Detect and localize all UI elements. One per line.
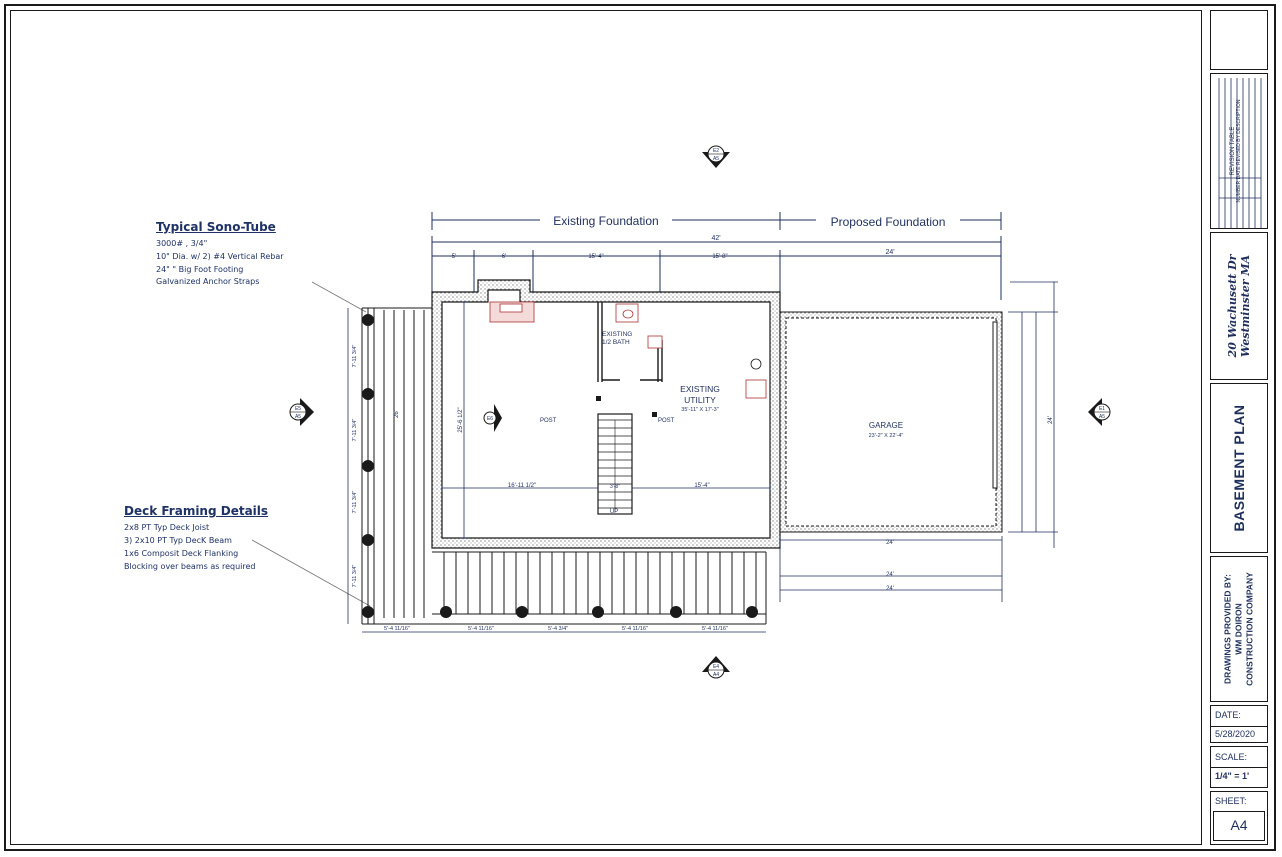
scale-label: SCALE: <box>1215 752 1248 762</box>
dim-stair: 3'-8" <box>610 484 620 490</box>
scale-value: 1/4" = 1' <box>1215 771 1250 781</box>
deck-line-2: 3) 2x10 PT Typ DecK Beam <box>124 536 232 545</box>
overall-dim: 42' <box>711 235 721 242</box>
sono-tube-1 <box>362 314 374 326</box>
drawings-by-box <box>1210 556 1268 702</box>
sheet-title-box <box>1210 383 1268 553</box>
sono-tube-10 <box>746 606 758 618</box>
post-marker-1 <box>596 396 601 401</box>
address-line-1: 20 Wachusett Dr <box>1226 254 1239 358</box>
deck-dim-3: 5'-4 3/4" <box>548 626 569 632</box>
address-box <box>1210 232 1268 380</box>
bath-label-1: EXISTING <box>602 331 633 338</box>
elevation-marker-left <box>290 398 314 426</box>
sono-line-1: 3000# , 3/4" <box>156 239 208 248</box>
sono-tube-8 <box>592 606 604 618</box>
sono-tube-7 <box>516 606 528 618</box>
scale-box <box>1210 746 1268 788</box>
sono-leader <box>312 282 366 312</box>
address-line-2: Westminster MA <box>1239 254 1252 358</box>
seg-dim-1: 5' <box>451 254 457 260</box>
stair-up-label: UP <box>609 509 619 515</box>
utility-label-2: UTILITY <box>684 395 716 405</box>
section-tag: E6 <box>486 416 494 422</box>
stairway <box>598 414 632 514</box>
garage-top-dim: 24' <box>885 249 895 256</box>
drawings-line-1: DRAWINGS PROVIDED BY: <box>1222 574 1233 684</box>
deck-line-1: 2x8 PT Typ Deck Joist <box>124 523 210 532</box>
drawings-provided <box>1223 572 1256 686</box>
sono-line-4: Galvanized Anchor Straps <box>156 277 260 286</box>
project-address <box>1226 255 1252 358</box>
sheet-number: A4 <box>1230 817 1248 833</box>
sono-line-3: 24" " Big Foot Footing <box>156 265 244 274</box>
toilet-fixture <box>616 304 638 322</box>
elev-top-sheet: A5 <box>712 156 720 162</box>
elev-right-sheet: A5 <box>1098 414 1106 420</box>
revision-table <box>1210 73 1268 229</box>
sheet-label: SHEET: <box>1215 796 1247 806</box>
seg-dim-4: 15'-8" <box>712 254 728 260</box>
garage-bottom-dim-2: 24' <box>886 572 894 578</box>
sink-fixture <box>648 336 662 348</box>
elevation-marker-top <box>702 146 730 168</box>
utility-label-1: EXISTING <box>680 384 720 394</box>
water-heater <box>751 359 761 369</box>
title-block-blank <box>1210 10 1268 70</box>
sono-tube-6 <box>440 606 452 618</box>
sheet-title: BASEMENT PLAN <box>1231 404 1247 532</box>
revision-table-header: NUMBER DATE REVISED BY DESCRIPTION <box>1236 99 1242 203</box>
date-box <box>1210 705 1268 743</box>
deck-dim-5: 5'-4 11/16" <box>702 626 728 632</box>
revision-table-title: REVISION TABLE <box>1230 126 1236 176</box>
sono-tube-9 <box>670 606 682 618</box>
drawings-line-2: WM DOIRON <box>1233 603 1244 655</box>
elev-bottom-tag: E4 <box>712 664 720 670</box>
deck-dim-4: 5'-4 11/16" <box>622 626 648 632</box>
seg-dim-2: 6' <box>501 254 507 260</box>
deck-framing-title: Deck Framing Details <box>124 504 269 518</box>
garage-bottom-dim-3: 24' <box>886 586 894 592</box>
proposed-foundation-label: Proposed Foundation <box>830 215 946 229</box>
date-value: 5/28/2020 <box>1215 729 1256 739</box>
dim-right: 15'-4" <box>694 483 710 489</box>
utility-size: 35'-11" X 17'-3" <box>681 407 719 413</box>
sono-tube-3 <box>362 460 374 472</box>
post-marker-2 <box>652 412 657 417</box>
sono-tube-4 <box>362 534 374 546</box>
date-label: DATE: <box>1215 710 1241 720</box>
bath-label-2: 1/2 BATH <box>602 339 630 346</box>
dim-height: 25'-6 1/2" <box>458 407 464 433</box>
sono-line-2: 10" Dia. w/ 2) #4 Vertical Rebar <box>156 252 284 261</box>
elevation-marker-right <box>1088 398 1110 426</box>
deck-line-4: Blocking over beams as required <box>124 562 256 571</box>
elev-bottom-sheet: A4 <box>712 672 720 678</box>
existing-foundation-label: Existing Foundation <box>553 214 659 228</box>
deck-side-dim-2: 7'-11 3/4" <box>352 418 358 442</box>
chimney-box <box>500 304 522 312</box>
sheet-box <box>1210 791 1268 845</box>
deck-dim-2: 5'-4 11/16" <box>468 626 494 632</box>
seg-dim-3: 15'-4" <box>588 254 604 260</box>
utility-equipment <box>746 380 766 398</box>
elev-left-tag: E5 <box>294 406 302 412</box>
elev-left-sheet: A5 <box>294 414 302 420</box>
sono-tube-title: Typical Sono-Tube <box>156 220 276 234</box>
elevation-marker-bottom <box>702 656 730 678</box>
dim-left: 16'-11 1/2" <box>507 483 537 489</box>
sono-tube-2 <box>362 388 374 400</box>
deck-dim-26: 26' <box>394 410 400 418</box>
garage-label: GARAGE <box>868 421 904 430</box>
drawings-line-3: CONSTRUCTION COMPANY <box>1244 572 1255 686</box>
deck-side-dim-3: 7'-11 3/4" <box>352 490 358 514</box>
deck-dim-1: 5'-4 11/16" <box>384 626 410 632</box>
deck-side-dim-1: 7'-11 3/4" <box>352 344 358 368</box>
deck-side-dim-4: 7'-11 3/4" <box>352 564 358 588</box>
elev-right-tag: E1 <box>1098 406 1106 412</box>
garage-size: 23'-2" X 22'-4" <box>868 433 904 439</box>
post-label-1: POST <box>540 418 557 424</box>
elev-top-tag: E2 <box>712 148 720 154</box>
sono-tube-5 <box>362 606 374 618</box>
deck-line-3: 1x6 Composit Deck Flanking <box>124 549 239 558</box>
post-label-2: POST <box>658 418 675 424</box>
garage-bottom-dim-1: 24' <box>886 540 894 546</box>
garage-side-dim: 24' <box>1048 416 1054 424</box>
